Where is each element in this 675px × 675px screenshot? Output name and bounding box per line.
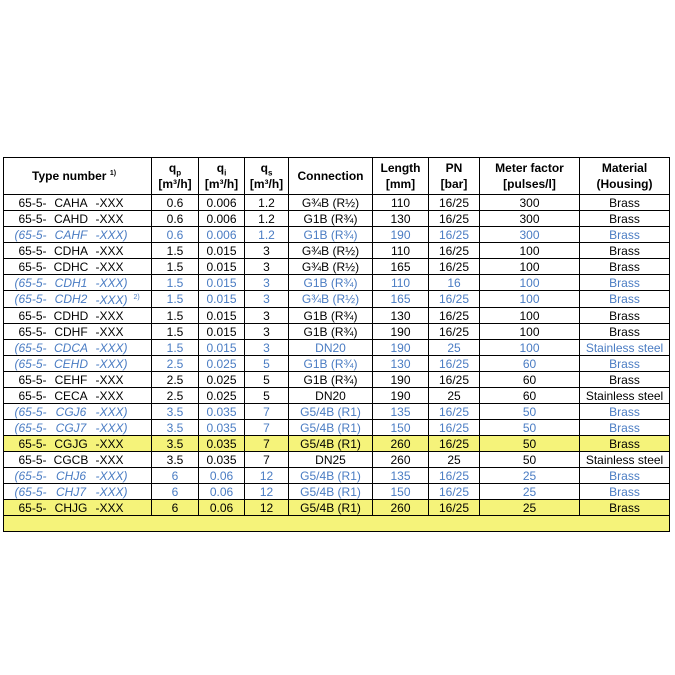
qp-cell: 1.5 xyxy=(152,243,199,259)
qs-cell: 5 xyxy=(245,388,289,404)
meter-factor-cell: 60 xyxy=(480,356,580,372)
qs-cell: 7 xyxy=(245,404,289,420)
type-suffix: -XXX) xyxy=(95,420,152,436)
material-cell: Brass xyxy=(580,259,670,275)
connection-cell: G5/4B (R1) xyxy=(289,484,373,500)
type-code: CEHF xyxy=(48,372,95,388)
table-row xyxy=(4,243,670,259)
pn-cell: 25 xyxy=(429,388,480,404)
meter-factor-cell: 60 xyxy=(480,372,580,388)
qi-cell: 0.025 xyxy=(199,372,245,388)
qp-cell: 1.5 xyxy=(152,259,199,275)
qs-cell: 7 xyxy=(245,452,289,468)
table-row xyxy=(4,211,670,227)
type-prefix: 65-5- xyxy=(4,372,48,388)
material-cell: Brass xyxy=(580,291,670,308)
meter-factor-cell: 60 xyxy=(480,388,580,404)
meter-factor-cell: 50 xyxy=(480,436,580,452)
type-suffix: -XXX) $^{2)}$ xyxy=(95,291,152,308)
material-cell: Brass xyxy=(580,195,670,211)
table-row xyxy=(4,500,670,516)
type-prefix: (65-5- xyxy=(4,356,48,372)
pn-cell: 16/25 xyxy=(429,308,480,324)
pn-cell: 16 xyxy=(429,275,480,291)
type-suffix: -XXX xyxy=(95,436,152,452)
type-code: CDHA xyxy=(48,243,95,259)
qi-cell: 0.015 xyxy=(199,324,245,340)
type-code: CDCA xyxy=(48,340,95,356)
pn-cell: 16/25 xyxy=(429,227,480,243)
type-suffix: -XXX) xyxy=(95,484,152,500)
pn-cell: 16/25 xyxy=(429,324,480,340)
length-cell: 110 xyxy=(373,275,429,291)
type-suffix: -XXX xyxy=(95,211,152,227)
material-cell: Brass xyxy=(580,324,670,340)
meter-factor-cell: 100 xyxy=(480,308,580,324)
material-cell: Brass xyxy=(580,227,670,243)
meter-factor-cell: 300 xyxy=(480,227,580,243)
qp-cell: 6 xyxy=(152,500,199,516)
qs-cell: 5 xyxy=(245,356,289,372)
qp-cell: 1.5 xyxy=(152,324,199,340)
pn-cell: 16/25 xyxy=(429,372,480,388)
connection-cell: G1B (R¾) xyxy=(289,372,373,388)
qi-cell: 0.035 xyxy=(199,436,245,452)
type-suffix: -XXX) xyxy=(95,356,152,372)
material-cell: Stainless steel xyxy=(580,388,670,404)
qs-cell: 12 xyxy=(245,500,289,516)
type-prefix: 65-5- xyxy=(4,211,48,227)
qs-cell: 3 xyxy=(245,243,289,259)
table-row xyxy=(4,291,670,308)
pn-cell: 16/25 xyxy=(429,195,480,211)
type-code: CGCB xyxy=(48,452,95,468)
length-cell: 165 xyxy=(373,259,429,275)
type-prefix: (65-5- xyxy=(4,275,48,291)
highlight-strip-cell xyxy=(4,516,670,532)
material-cell: Stainless steel xyxy=(580,452,670,468)
qp-cell: 3.5 xyxy=(152,420,199,436)
qs-cell: 7 xyxy=(245,420,289,436)
length-cell: 135 xyxy=(373,404,429,420)
table-row xyxy=(4,259,670,275)
qp-cell: 6 xyxy=(152,484,199,500)
qs-cell: 3 xyxy=(245,291,289,308)
qi-cell: 0.06 xyxy=(199,484,245,500)
material-cell: Brass xyxy=(580,500,670,516)
type-suffix: -XXX xyxy=(95,452,152,468)
type-suffix: -XXX) xyxy=(95,275,152,291)
type-code: CGJ6 xyxy=(48,404,95,420)
connection-cell: G1B (R¾) xyxy=(289,211,373,227)
type-code: CDH1 xyxy=(48,275,95,291)
pn-cell: 16/25 xyxy=(429,211,480,227)
table-row xyxy=(4,324,670,340)
meter-factor-cell: 100 xyxy=(480,275,580,291)
table-row xyxy=(4,195,670,211)
type-suffix: -XXX xyxy=(95,259,152,275)
length-cell: 165 xyxy=(373,291,429,308)
length-cell: 130 xyxy=(373,308,429,324)
length-cell: 190 xyxy=(373,324,429,340)
type-suffix: -XXX xyxy=(95,308,152,324)
table-header-row xyxy=(4,158,670,195)
footnote-marker: 2) xyxy=(133,294,140,301)
table-row xyxy=(4,356,670,372)
header-qs: $q_s$ [m³/h] xyxy=(245,158,289,195)
qi-cell: 0.035 xyxy=(199,452,245,468)
type-suffix: -XXX xyxy=(95,388,152,404)
table-row xyxy=(4,275,670,291)
type-suffix: -XXX xyxy=(95,324,152,340)
table-row xyxy=(4,452,670,468)
type-suffix: -XXX) xyxy=(95,404,152,420)
material-cell: Brass xyxy=(580,420,670,436)
type-code: CDH2 xyxy=(48,291,95,308)
material-cell: Brass xyxy=(580,308,670,324)
length-cell: 110 xyxy=(373,195,429,211)
material-cell: Brass xyxy=(580,211,670,227)
table-row xyxy=(4,388,670,404)
qp-cell: 0.6 xyxy=(152,211,199,227)
connection-cell: G5/4B (R1) xyxy=(289,436,373,452)
type-prefix: 65-5- xyxy=(4,452,48,468)
qp-cell: 2.5 xyxy=(152,356,199,372)
qs-cell: 12 xyxy=(245,468,289,484)
qs-cell: 1.2 xyxy=(245,195,289,211)
material-cell: Brass xyxy=(580,404,670,420)
qs-cell: 1.2 xyxy=(245,227,289,243)
qi-cell: 0.06 xyxy=(199,468,245,484)
length-cell: 110 xyxy=(373,243,429,259)
pn-cell: 16/25 xyxy=(429,259,480,275)
qs-cell: 3 xyxy=(245,324,289,340)
meter-factor-cell: 300 xyxy=(480,195,580,211)
connection-cell: G¾B (R½) xyxy=(289,291,373,308)
meter-factor-cell: 50 xyxy=(480,420,580,436)
connection-cell: G5/4B (R1) xyxy=(289,404,373,420)
qi-cell: 0.015 xyxy=(199,308,245,324)
type-code: CDHD xyxy=(48,308,95,324)
pn-cell: 16/25 xyxy=(429,404,480,420)
table-row xyxy=(4,340,670,356)
pn-cell: 16/25 xyxy=(429,468,480,484)
qp-cell: 3.5 xyxy=(152,404,199,420)
pn-cell: 16/25 xyxy=(429,243,480,259)
table-row xyxy=(4,468,670,484)
material-cell: Brass xyxy=(580,436,670,452)
material-cell: Brass xyxy=(580,356,670,372)
qs-cell: 7 xyxy=(245,436,289,452)
type-prefix: 65-5- xyxy=(4,243,48,259)
pn-cell: 16/25 xyxy=(429,291,480,308)
meter-factor-cell: 25 xyxy=(480,484,580,500)
connection-cell: DN20 xyxy=(289,340,373,356)
type-prefix: (65-5- xyxy=(4,420,48,436)
connection-cell: G1B (R¾) xyxy=(289,227,373,243)
material-cell: Brass xyxy=(580,484,670,500)
type-code: CDHF xyxy=(48,324,95,340)
connection-cell: G¾B (R½) xyxy=(289,259,373,275)
length-cell: 130 xyxy=(373,211,429,227)
pn-cell: 16/25 xyxy=(429,500,480,516)
type-prefix: (65-5- xyxy=(4,227,48,243)
length-cell: 260 xyxy=(373,452,429,468)
qs-cell: 3 xyxy=(245,308,289,324)
length-cell: 150 xyxy=(373,484,429,500)
connection-cell: G5/4B (R1) xyxy=(289,500,373,516)
meter-factor-cell: 100 xyxy=(480,259,580,275)
qi-cell: 0.025 xyxy=(199,388,245,404)
type-prefix: (65-5- xyxy=(4,484,48,500)
qs-cell: 3 xyxy=(245,259,289,275)
qs-cell: 3 xyxy=(245,275,289,291)
qs-cell: 1.2 xyxy=(245,211,289,227)
type-prefix: 65-5- xyxy=(4,436,48,452)
length-cell: 260 xyxy=(373,436,429,452)
table-row xyxy=(4,308,670,324)
qp-cell: 0.6 xyxy=(152,227,199,243)
qp-cell: 3.5 xyxy=(152,452,199,468)
header-connection: Connection xyxy=(289,158,373,195)
qp-cell: 3.5 xyxy=(152,436,199,452)
meter-factor-cell: 100 xyxy=(480,291,580,308)
connection-cell: G¾B (R½) xyxy=(289,243,373,259)
type-prefix: (65-5- xyxy=(4,404,48,420)
type-code: CECA xyxy=(48,388,95,404)
qi-cell: 0.06 xyxy=(199,500,245,516)
meter-factor-cell: 25 xyxy=(480,468,580,484)
qs-cell: 3 xyxy=(245,340,289,356)
table-row xyxy=(4,484,670,500)
pn-cell: 16/25 xyxy=(429,484,480,500)
qi-cell: 0.006 xyxy=(199,211,245,227)
qp-cell: 0.6 xyxy=(152,195,199,211)
connection-cell: G5/4B (R1) xyxy=(289,420,373,436)
type-suffix: -XXX) xyxy=(95,340,152,356)
header-pn: PN [bar] xyxy=(429,158,480,195)
type-suffix: -XXX) xyxy=(95,468,152,484)
table-row xyxy=(4,404,670,420)
connection-cell: G¾B (R½) xyxy=(289,195,373,211)
length-cell: 190 xyxy=(373,340,429,356)
qp-cell: 1.5 xyxy=(152,308,199,324)
type-code: CAHF xyxy=(48,227,95,243)
material-cell: Brass xyxy=(580,372,670,388)
connection-cell: G1B (R¾) xyxy=(289,275,373,291)
connection-cell: G5/4B (R1) xyxy=(289,468,373,484)
meter-factor-cell: 50 xyxy=(480,452,580,468)
length-cell: 260 xyxy=(373,500,429,516)
type-prefix: 65-5- xyxy=(4,259,48,275)
qi-cell: 0.015 xyxy=(199,275,245,291)
type-code: CGJG xyxy=(48,436,95,452)
type-prefix: (65-5- xyxy=(4,340,48,356)
qi-cell: 0.035 xyxy=(199,420,245,436)
header-qp: $q_p$ [m³/h] xyxy=(152,158,199,195)
connection-cell: G1B (R¾) xyxy=(289,324,373,340)
qp-cell: 1.5 xyxy=(152,340,199,356)
table-row xyxy=(4,372,670,388)
qi-cell: 0.035 xyxy=(199,404,245,420)
type-code: CDHC xyxy=(48,259,95,275)
type-suffix: -XXX xyxy=(95,372,152,388)
type-prefix: 65-5- xyxy=(4,500,48,516)
header-length: Length [mm] xyxy=(373,158,429,195)
material-cell: Brass xyxy=(580,243,670,259)
length-cell: 190 xyxy=(373,227,429,243)
qs-cell: 12 xyxy=(245,484,289,500)
type-prefix: 65-5- xyxy=(4,388,48,404)
pn-cell: 16/25 xyxy=(429,356,480,372)
qi-cell: 0.015 xyxy=(199,243,245,259)
meter-factor-cell: 50 xyxy=(480,404,580,420)
qi-cell: 0.015 xyxy=(199,291,245,308)
type-prefix: 65-5- xyxy=(4,195,48,211)
meter-factor-cell: 300 xyxy=(480,211,580,227)
qp-cell: 2.5 xyxy=(152,372,199,388)
meter-type-table xyxy=(3,157,670,532)
type-prefix: 65-5- xyxy=(4,324,48,340)
type-code: CHJ7 xyxy=(48,484,95,500)
qs-cell: 5 xyxy=(245,372,289,388)
type-code: CAHD xyxy=(48,211,95,227)
type-prefix: (65-5- xyxy=(4,468,48,484)
length-cell: 150 xyxy=(373,420,429,436)
length-cell: 130 xyxy=(373,356,429,372)
qi-cell: 0.006 xyxy=(199,195,245,211)
connection-cell: G1B (R¾) xyxy=(289,308,373,324)
qp-cell: 1.5 xyxy=(152,275,199,291)
material-cell: Stainless steel xyxy=(580,340,670,356)
qp-cell: 1.5 xyxy=(152,291,199,308)
header-material: Material (Housing) xyxy=(580,158,670,195)
header-qi: $q_i$ [m³/h] xyxy=(199,158,245,195)
connection-cell: G1B (R¾) xyxy=(289,356,373,372)
type-code: CEHD xyxy=(48,356,95,372)
type-code: CAHA xyxy=(48,195,95,211)
type-suffix: -XXX xyxy=(95,500,152,516)
pn-cell: 16/25 xyxy=(429,436,480,452)
qp-cell: 2.5 xyxy=(152,388,199,404)
pn-cell: 25 xyxy=(429,340,480,356)
pn-cell: 16/25 xyxy=(429,420,480,436)
length-cell: 135 xyxy=(373,468,429,484)
length-cell: 190 xyxy=(373,372,429,388)
type-prefix: (65-5- xyxy=(4,291,48,308)
length-cell: 190 xyxy=(373,388,429,404)
type-suffix: -XXX xyxy=(95,243,152,259)
type-prefix: 65-5- xyxy=(4,308,48,324)
qi-cell: 0.006 xyxy=(199,227,245,243)
type-code: CHJ6 xyxy=(48,468,95,484)
table-row xyxy=(4,420,670,436)
type-code: CGJ7 xyxy=(48,420,95,436)
qi-cell: 0.015 xyxy=(199,340,245,356)
pn-cell: 25 xyxy=(429,452,480,468)
qi-cell: 0.025 xyxy=(199,356,245,372)
type-suffix: -XXX xyxy=(95,195,152,211)
material-cell: Brass xyxy=(580,275,670,291)
connection-cell: DN25 xyxy=(289,452,373,468)
type-suffix: -XXX) xyxy=(95,227,152,243)
header-type-number: Type number $^{1)}$ xyxy=(4,158,152,195)
meter-factor-cell: 25 xyxy=(480,500,580,516)
connection-cell: DN20 xyxy=(289,388,373,404)
qp-cell: 6 xyxy=(152,468,199,484)
table-row xyxy=(4,436,670,452)
meter-factor-cell: 100 xyxy=(480,243,580,259)
qi-cell: 0.015 xyxy=(199,259,245,275)
meter-factor-cell: 100 xyxy=(480,324,580,340)
table-row xyxy=(4,227,670,243)
material-cell: Brass xyxy=(580,468,670,484)
highlight-strip xyxy=(4,516,670,532)
meter-factor-cell: 100 xyxy=(480,340,580,356)
type-code: CHJG xyxy=(48,500,95,516)
header-meter-factor: Meter factor [pulses/l] xyxy=(480,158,580,195)
